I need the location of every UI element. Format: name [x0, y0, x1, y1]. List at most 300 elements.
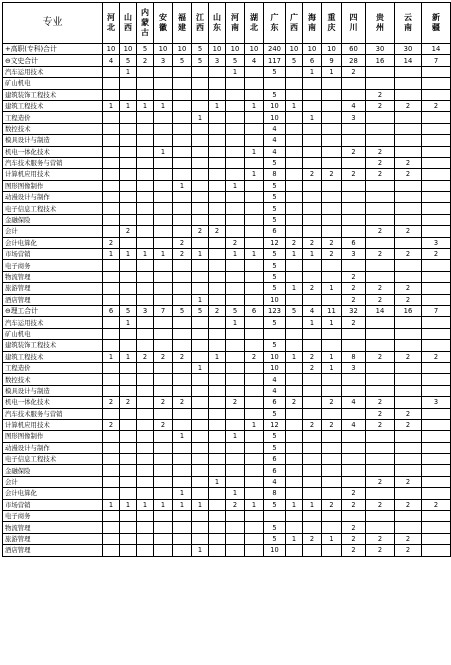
quota-cell [342, 328, 366, 339]
quota-cell: 5 [173, 305, 192, 316]
quota-cell [173, 157, 192, 168]
quota-cell [137, 511, 154, 522]
quota-cell [422, 317, 451, 328]
quota-cell [209, 431, 226, 442]
quota-cell: 10 [154, 44, 173, 55]
column-header-major: 专业 [3, 3, 103, 44]
quota-cell [422, 362, 451, 373]
quota-cell: 5 [264, 499, 286, 510]
quota-cell: 2 [226, 237, 245, 248]
major-name-cell: 计算机应用技术 [3, 419, 103, 430]
quota-cell: 5 [226, 55, 245, 66]
quota-cell [245, 385, 264, 396]
quota-cell [422, 78, 451, 89]
quota-cell: 1 [322, 283, 342, 294]
major-name-cell: +高职(专科)合计 [3, 44, 103, 55]
quota-cell [209, 157, 226, 168]
quota-cell: 2 [342, 66, 366, 77]
quota-cell: 2 [366, 408, 395, 419]
quota-cell [173, 89, 192, 100]
quota-cell [342, 123, 366, 134]
quota-cell [120, 89, 137, 100]
quota-cell [137, 112, 154, 123]
quota-cell [154, 511, 173, 522]
table-row [3, 78, 451, 89]
quota-cell [395, 135, 422, 146]
quota-cell [422, 226, 451, 237]
major-name-cell: 会计电算化 [3, 237, 103, 248]
quota-cell: 4 [245, 55, 264, 66]
quota-cell: 5 [264, 442, 286, 453]
table-row [3, 419, 451, 430]
quota-cell [303, 340, 322, 351]
quota-cell [192, 522, 209, 533]
quota-cell [137, 408, 154, 419]
quota-cell [286, 123, 303, 134]
quota-cell [303, 89, 322, 100]
quota-cell [342, 340, 366, 351]
quota-cell: 2 [395, 533, 422, 544]
quota-cell: 2 [395, 226, 422, 237]
quota-cell: 2 [395, 249, 422, 260]
quota-cell [209, 271, 226, 282]
quota-cell [422, 385, 451, 396]
quota-cell [226, 89, 245, 100]
quota-cell: 1 [322, 351, 342, 362]
quota-cell [173, 100, 192, 111]
table-subtotal-row [3, 44, 451, 55]
quota-cell: 4 [264, 385, 286, 396]
quota-cell [120, 362, 137, 373]
table-row [3, 340, 451, 351]
quota-cell [173, 385, 192, 396]
quota-cell: 117 [264, 55, 286, 66]
quota-cell [286, 454, 303, 465]
quota-cell: 1 [154, 100, 173, 111]
quota-cell [366, 180, 395, 191]
quota-cell: 14 [395, 55, 422, 66]
quota-cell [366, 340, 395, 351]
quota-cell [137, 78, 154, 89]
quota-cell [286, 465, 303, 476]
quota-cell: 1 [192, 499, 209, 510]
quota-cell: 2 [154, 397, 173, 408]
quota-cell [173, 112, 192, 123]
quota-cell: 6 [342, 237, 366, 248]
quota-cell: 123 [264, 305, 286, 316]
quota-cell [303, 180, 322, 191]
quota-cell: 2 [395, 157, 422, 168]
quota-cell [395, 66, 422, 77]
quota-cell [395, 488, 422, 499]
table-row [3, 294, 451, 305]
quota-cell [154, 283, 173, 294]
quota-cell: 7 [422, 55, 451, 66]
quota-cell [395, 465, 422, 476]
column-header-province [137, 3, 154, 44]
quota-cell [342, 226, 366, 237]
column-header-province [120, 3, 137, 44]
quota-cell [322, 374, 342, 385]
quota-cell [303, 511, 322, 522]
quota-cell [322, 260, 342, 271]
table-row [3, 533, 451, 544]
quota-cell: 2 [226, 499, 245, 510]
quota-cell [226, 476, 245, 487]
quota-cell [120, 146, 137, 157]
quota-cell: 1 [245, 100, 264, 111]
column-header-province [173, 3, 192, 44]
quota-cell [137, 545, 154, 556]
quota-cell: 2 [395, 351, 422, 362]
quota-cell [322, 135, 342, 146]
quota-cell [226, 454, 245, 465]
quota-cell [366, 135, 395, 146]
quota-cell [422, 419, 451, 430]
quota-cell [422, 89, 451, 100]
quota-cell: 1 [303, 112, 322, 123]
quota-cell [209, 180, 226, 191]
quota-cell [103, 214, 120, 225]
quota-cell [286, 431, 303, 442]
quota-cell [154, 192, 173, 203]
quota-cell [395, 146, 422, 157]
quota-cell [154, 385, 173, 396]
quota-cell: 4 [264, 476, 286, 487]
quota-cell [209, 488, 226, 499]
table-body [3, 44, 451, 557]
quota-cell [286, 226, 303, 237]
quota-cell [192, 192, 209, 203]
major-name-cell: 动漫设计与制作 [3, 192, 103, 203]
quota-cell [303, 522, 322, 533]
quota-cell: 2 [245, 351, 264, 362]
quota-cell [342, 442, 366, 453]
quota-cell [120, 431, 137, 442]
quota-cell [226, 328, 245, 339]
table-row [3, 374, 451, 385]
quota-cell [226, 511, 245, 522]
quota-cell [322, 385, 342, 396]
major-name-cell: 会计 [3, 226, 103, 237]
quota-cell: 10 [264, 294, 286, 305]
quota-cell [342, 374, 366, 385]
quota-cell: 1 [303, 317, 322, 328]
quota-cell: 1 [120, 351, 137, 362]
quota-cell: 2 [103, 397, 120, 408]
quota-cell [303, 123, 322, 134]
quota-cell [192, 419, 209, 430]
quota-cell [173, 476, 192, 487]
quota-cell [245, 522, 264, 533]
quota-cell [322, 100, 342, 111]
quota-cell: 2 [342, 146, 366, 157]
quota-cell [422, 135, 451, 146]
quota-cell [137, 465, 154, 476]
quota-cell [422, 294, 451, 305]
quota-cell [322, 476, 342, 487]
quota-cell: 2 [322, 499, 342, 510]
quota-cell [154, 408, 173, 419]
quota-cell [395, 89, 422, 100]
major-name-cell: 电子商务 [3, 511, 103, 522]
quota-cell [342, 476, 366, 487]
quota-cell [422, 545, 451, 556]
quota-cell [303, 157, 322, 168]
quota-cell [226, 203, 245, 214]
quota-cell: 2 [322, 249, 342, 260]
quota-cell [103, 476, 120, 487]
quota-cell [245, 192, 264, 203]
quota-cell [192, 100, 209, 111]
quota-cell [226, 271, 245, 282]
quota-cell [173, 511, 192, 522]
quota-cell: 6 [264, 454, 286, 465]
quota-cell [192, 214, 209, 225]
quota-cell [226, 465, 245, 476]
quota-cell: 2 [366, 226, 395, 237]
column-header-province [342, 3, 366, 44]
table-row [3, 66, 451, 77]
table-row [3, 385, 451, 396]
quota-cell [154, 362, 173, 373]
quota-cell [245, 260, 264, 271]
quota-cell: 1 [192, 362, 209, 373]
quota-cell [422, 203, 451, 214]
quota-cell [103, 123, 120, 134]
quota-cell [226, 545, 245, 556]
quota-cell [173, 260, 192, 271]
quota-cell [103, 157, 120, 168]
quota-cell [120, 488, 137, 499]
quota-cell [173, 533, 192, 544]
quota-cell: 3 [422, 237, 451, 248]
quota-cell [192, 408, 209, 419]
quota-cell: 4 [342, 419, 366, 430]
column-header-province [103, 3, 120, 44]
quota-cell: 8 [264, 488, 286, 499]
quota-cell [154, 89, 173, 100]
quota-cell: 8 [264, 169, 286, 180]
column-header-label: 河北 [107, 13, 115, 32]
quota-cell: 4 [264, 146, 286, 157]
quota-cell [173, 362, 192, 373]
quota-cell [173, 522, 192, 533]
quota-cell: 2 [173, 237, 192, 248]
quota-cell: 2 [342, 488, 366, 499]
header-row [3, 3, 451, 44]
quota-cell [286, 89, 303, 100]
quota-cell [286, 442, 303, 453]
major-name-cell: 图形图像制作 [3, 180, 103, 191]
quota-cell [286, 78, 303, 89]
quota-cell: 2 [395, 545, 422, 556]
quota-cell [137, 385, 154, 396]
quota-cell [245, 476, 264, 487]
quota-cell: 2 [103, 419, 120, 430]
quota-cell [422, 511, 451, 522]
quota-cell [322, 408, 342, 419]
table-row [3, 180, 451, 191]
quota-cell [209, 533, 226, 544]
quota-cell [322, 328, 342, 339]
major-name-cell: 电子信息工程技术 [3, 203, 103, 214]
quota-cell [154, 533, 173, 544]
table-row [3, 283, 451, 294]
quota-cell [103, 431, 120, 442]
quota-cell: 2 [322, 397, 342, 408]
table-row [3, 214, 451, 225]
quota-cell [245, 408, 264, 419]
quota-cell: 1 [226, 66, 245, 77]
quota-cell: 1 [173, 499, 192, 510]
quota-cell [209, 511, 226, 522]
quota-cell [103, 385, 120, 396]
quota-cell [322, 454, 342, 465]
quota-cell [173, 283, 192, 294]
quota-cell: 5 [264, 249, 286, 260]
quota-cell [264, 511, 286, 522]
quota-cell: 5 [264, 214, 286, 225]
quota-cell [286, 271, 303, 282]
quota-cell [422, 66, 451, 77]
quota-cell [245, 465, 264, 476]
quota-cell [209, 249, 226, 260]
quota-cell: 5 [173, 55, 192, 66]
quota-cell [154, 340, 173, 351]
quota-cell [303, 374, 322, 385]
quota-cell: 10 [120, 44, 137, 55]
column-header-province [303, 3, 322, 44]
quota-cell [209, 123, 226, 134]
quota-cell [192, 397, 209, 408]
major-name-cell: 模具设计与制造 [3, 385, 103, 396]
column-header-label: 新疆 [432, 13, 440, 32]
quota-cell [395, 180, 422, 191]
quota-cell [120, 476, 137, 487]
quota-cell [226, 214, 245, 225]
quota-cell: 2 [303, 283, 322, 294]
table-row [3, 454, 451, 465]
quota-cell [192, 66, 209, 77]
quota-cell [226, 157, 245, 168]
quota-cell [342, 465, 366, 476]
quota-cell [286, 294, 303, 305]
quota-cell: 2 [366, 397, 395, 408]
quota-cell [286, 419, 303, 430]
quota-cell [395, 397, 422, 408]
quota-cell: 2 [303, 169, 322, 180]
column-header-label: 山西 [124, 13, 132, 32]
quota-cell [120, 123, 137, 134]
quota-cell [209, 465, 226, 476]
quota-cell [245, 135, 264, 146]
quota-cell [366, 203, 395, 214]
quota-cell [209, 454, 226, 465]
quota-cell [395, 328, 422, 339]
table-row [3, 226, 451, 237]
quota-cell [322, 294, 342, 305]
quota-cell [154, 157, 173, 168]
quota-cell [226, 294, 245, 305]
quota-cell: 10 [226, 44, 245, 55]
quota-cell: 2 [422, 351, 451, 362]
quota-cell: 30 [366, 44, 395, 55]
quota-cell: 1 [173, 488, 192, 499]
quota-cell [245, 123, 264, 134]
quota-cell: 1 [245, 499, 264, 510]
quota-cell [303, 545, 322, 556]
table-row [3, 431, 451, 442]
quota-cell [103, 146, 120, 157]
quota-cell [137, 362, 154, 373]
quota-cell [120, 237, 137, 248]
quota-cell: 2 [342, 283, 366, 294]
quota-cell [137, 180, 154, 191]
quota-cell [103, 488, 120, 499]
quota-cell: 2 [422, 249, 451, 260]
quota-cell [192, 431, 209, 442]
quota-cell: 5 [264, 522, 286, 533]
quota-cell [366, 488, 395, 499]
quota-cell [286, 192, 303, 203]
table-row [3, 237, 451, 248]
quota-cell [322, 214, 342, 225]
column-header-label: 湖北 [250, 13, 258, 32]
column-header-label: 河南 [231, 13, 239, 32]
quota-cell [103, 283, 120, 294]
quota-cell [395, 522, 422, 533]
quota-cell: 1 [103, 351, 120, 362]
quota-cell: 2 [226, 397, 245, 408]
quota-cell [209, 192, 226, 203]
quota-cell: 1 [322, 362, 342, 373]
quota-cell: 5 [264, 260, 286, 271]
table-row [3, 442, 451, 453]
quota-cell [137, 66, 154, 77]
quota-cell [422, 123, 451, 134]
quota-cell [226, 351, 245, 362]
quota-cell [422, 465, 451, 476]
column-header-label: 安徽 [159, 13, 167, 32]
quota-cell: 2 [366, 476, 395, 487]
quota-cell [209, 442, 226, 453]
quota-cell [395, 362, 422, 373]
quota-cell: 11 [322, 305, 342, 316]
column-header-label: 四川 [349, 13, 358, 32]
quota-cell [286, 340, 303, 351]
quota-cell: 1 [245, 169, 264, 180]
quota-cell [173, 442, 192, 453]
quota-cell [226, 169, 245, 180]
quota-cell [422, 476, 451, 487]
quota-cell [366, 465, 395, 476]
quota-cell [137, 294, 154, 305]
quota-cell: 2 [395, 419, 422, 430]
major-name-cell: ⊖文史合计 [3, 55, 103, 66]
quota-cell [154, 522, 173, 533]
column-header-label: 重庆 [327, 13, 336, 32]
quota-cell [137, 442, 154, 453]
major-name-cell: 建筑装饰工程技术 [3, 89, 103, 100]
quota-cell: 8 [342, 351, 366, 362]
table-row [3, 146, 451, 157]
quota-cell [322, 180, 342, 191]
quota-cell [137, 397, 154, 408]
quota-cell [209, 112, 226, 123]
quota-cell: 2 [395, 169, 422, 180]
table-row [3, 476, 451, 487]
